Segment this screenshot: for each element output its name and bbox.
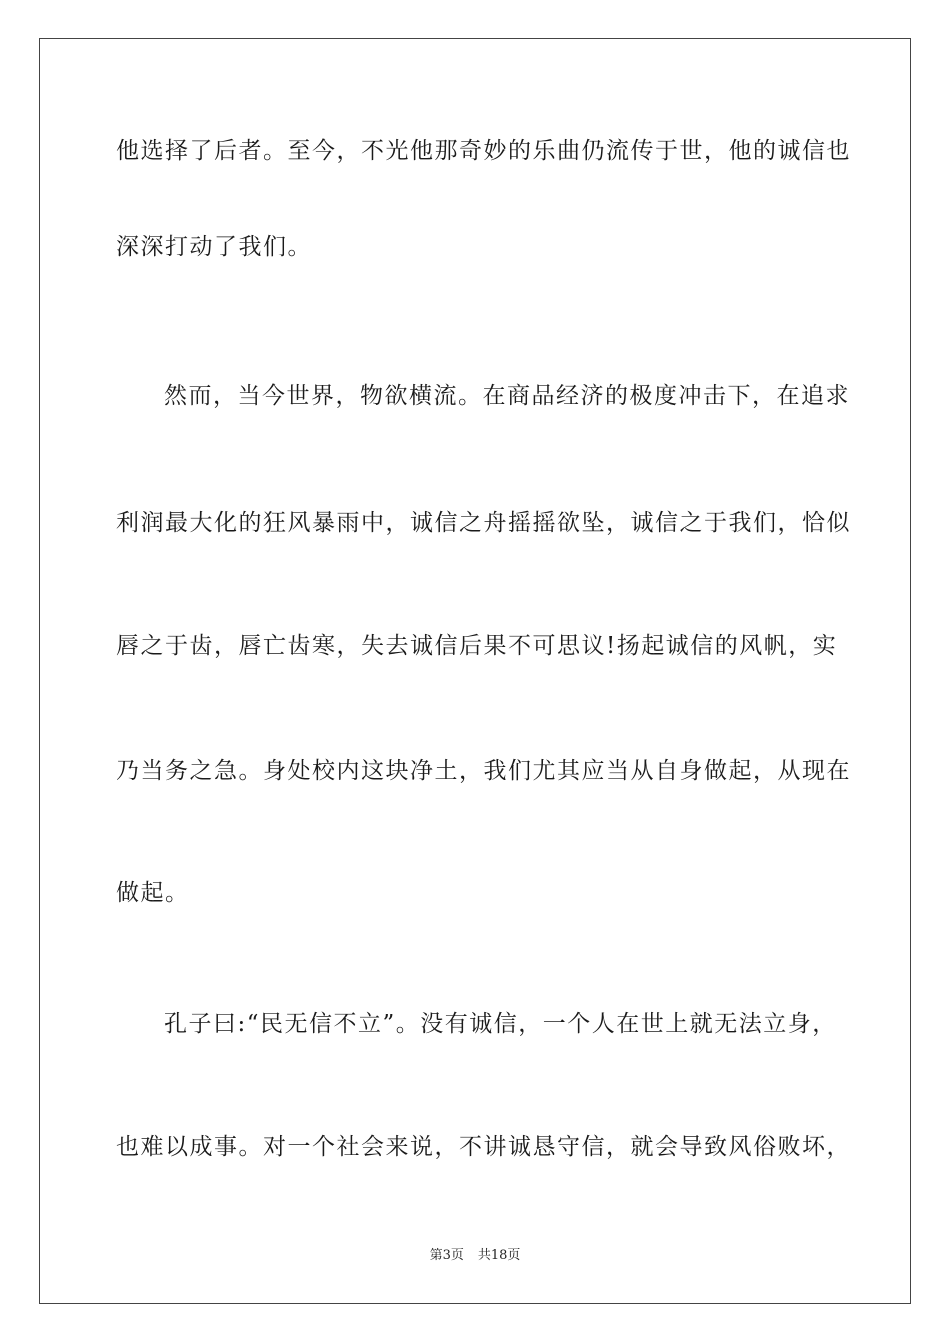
page-total: 共18页: [477, 1248, 521, 1263]
paragraph-line: 利润最大化的狂风暴雨中，诚信之舟摇摇欲坠，诚信之于我们，恰似: [116, 510, 851, 536]
page-footer: [0, 1244, 950, 1263]
page-border: [39, 38, 911, 1304]
paragraph-line: 深深打动了我们。: [116, 234, 312, 260]
paragraph-line: 唇之于齿，唇亡齿寒，失去诚信后果不可思议!扬起诚信的风帆，实: [116, 633, 838, 659]
paragraph-line: 孔子曰:“民无信不立”。没有诚信，一个人在世上就无法立身，: [164, 1011, 837, 1037]
paragraph-line: 做起。: [116, 880, 190, 906]
paragraph-line: 然而，当今世界，物欲横流。在商品经济的极度冲击下，在追求: [164, 383, 850, 409]
page-number: 第3页: [429, 1248, 464, 1263]
paragraph-line: 乃当务之急。身处校内这块净土，我们尤其应当从自身做起，从现在: [116, 758, 851, 784]
paragraph-line: 也难以成事。对一个社会来说，不讲诚恳守信，就会导致风俗败坏，: [116, 1134, 851, 1160]
paragraph-line: 他选择了后者。至今，不光他那奇妙的乐曲仍流传于世，他的诚信也: [116, 138, 851, 164]
